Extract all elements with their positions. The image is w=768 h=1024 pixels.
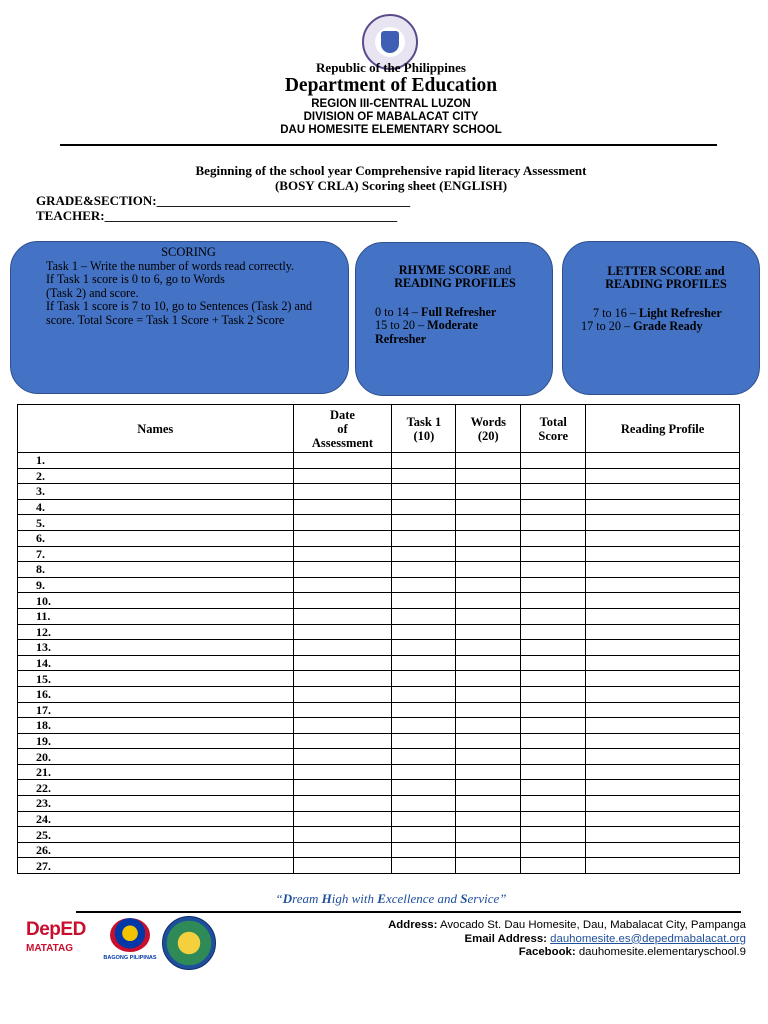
table-cell[interactable] [392, 827, 456, 843]
facebook-label: Facebook: [518, 946, 576, 959]
table-cell[interactable] [293, 608, 392, 624]
deped-matatag-logo [26, 920, 92, 968]
table-cell[interactable] [456, 749, 521, 765]
table-cell[interactable] [293, 827, 392, 843]
table-cell[interactable] [456, 718, 521, 734]
table-cell[interactable] [293, 515, 392, 531]
region-text: REGION III-CENTRAL LUZON [311, 98, 471, 110]
table-cell[interactable] [521, 842, 586, 858]
table-cell[interactable] [392, 749, 456, 765]
table-cell[interactable] [392, 468, 456, 484]
rhyme-label-1: Full Refresher [421, 305, 497, 319]
motto-e: E [377, 891, 386, 906]
table-cell[interactable] [392, 593, 456, 609]
rhyme-label-2b: Refresher [375, 331, 427, 346]
table-cell[interactable] [586, 577, 740, 593]
table-cell[interactable] [293, 796, 392, 812]
table-cell[interactable] [521, 858, 586, 874]
row-number: 11. [18, 608, 294, 624]
table-cell[interactable] [456, 484, 521, 500]
table-cell[interactable] [586, 453, 740, 469]
teacher-field[interactable]: TEACHER:_____________________________________________ [36, 208, 398, 223]
table-row [18, 640, 740, 656]
deped-logo-text [26, 920, 92, 940]
letter-heading-line2: READING PROFILES [605, 277, 727, 292]
motto-open: “ [275, 891, 283, 906]
row-number: 24. [18, 811, 294, 827]
address-label: Address: [388, 919, 438, 931]
row-number: 13. [18, 640, 294, 656]
motto-d: D [282, 891, 293, 906]
table-cell[interactable] [456, 453, 521, 469]
row-number: 9. [18, 577, 294, 593]
table-cell[interactable] [456, 796, 521, 812]
table-cell[interactable] [293, 733, 392, 749]
table-cell[interactable] [586, 546, 740, 562]
table-cell[interactable] [392, 499, 456, 515]
table-header-row [18, 405, 740, 453]
table-row [18, 702, 740, 718]
table-row [18, 764, 740, 780]
table-cell[interactable] [521, 655, 586, 671]
table-cell[interactable] [521, 530, 586, 546]
row-number: 1. [18, 453, 294, 469]
letter-label-2: Grade Ready [633, 319, 703, 334]
header-divider [60, 144, 717, 146]
table-cell[interactable] [521, 515, 586, 531]
table-cell[interactable] [293, 562, 392, 578]
table-cell[interactable] [456, 842, 521, 858]
table-cell[interactable] [586, 484, 740, 500]
table-cell[interactable] [586, 718, 740, 734]
sun-icon [110, 918, 150, 952]
table-cell[interactable] [456, 827, 521, 843]
row-number: 25. [18, 827, 294, 843]
table-cell[interactable] [586, 827, 740, 843]
rhyme-heading-bold: RHYME SCORE [398, 263, 491, 277]
sheet-title-line2: (BOSY CRLA) Scoring sheet (ENGLISH) [274, 178, 508, 193]
table-cell[interactable] [521, 702, 586, 718]
facebook-value: dauhomesite.elementaryschool.9 [575, 946, 746, 959]
table-cell[interactable] [586, 702, 740, 718]
table-row [18, 562, 740, 578]
table-cell[interactable] [521, 484, 586, 500]
table-cell[interactable] [293, 546, 392, 562]
table-cell[interactable] [586, 562, 740, 578]
letter-heading [563, 265, 768, 292]
table-cell[interactable] [392, 686, 456, 702]
footer-divider [76, 911, 741, 913]
department-title: Department of Education [284, 75, 498, 96]
table-row [18, 671, 740, 687]
motto-w1: ream [292, 891, 322, 906]
letter-score-box [562, 241, 760, 395]
table-cell[interactable] [456, 468, 521, 484]
table-cell[interactable] [392, 733, 456, 749]
table-cell[interactable] [521, 562, 586, 578]
motto-s: S [460, 891, 468, 906]
row-number: 3. [18, 484, 294, 500]
col-reading-profile: Reading Profile [586, 405, 740, 453]
table-cell[interactable] [456, 858, 521, 874]
row-number: 27. [18, 858, 294, 874]
footer-facebook [276, 946, 746, 960]
bagong-pilipinas-logo [100, 918, 160, 968]
table-row [18, 593, 740, 609]
email-label: Email Address: [464, 932, 547, 945]
table-cell[interactable] [293, 858, 392, 874]
table-row [18, 749, 740, 765]
table-row [18, 624, 740, 640]
letter-heading-line1: LETTER SCORE and [607, 264, 725, 278]
table-cell[interactable] [392, 577, 456, 593]
table-row [18, 530, 740, 546]
table-cell[interactable] [392, 453, 456, 469]
row-number: 15. [18, 671, 294, 687]
table-cell[interactable] [293, 453, 392, 469]
row-number: 5. [18, 515, 294, 531]
row-number: 21. [18, 764, 294, 780]
table-cell[interactable] [293, 702, 392, 718]
motto-w3: xcellence and [385, 891, 461, 906]
scoring-table [17, 404, 740, 874]
motto-h: H [321, 891, 332, 906]
table-row [18, 484, 740, 500]
table-cell[interactable] [293, 764, 392, 780]
rhyme-heading-and: and [490, 263, 512, 277]
table-cell[interactable] [293, 749, 392, 765]
table-cell[interactable] [293, 811, 392, 827]
table-cell[interactable] [521, 718, 586, 734]
row-number: 18. [18, 718, 294, 734]
address-value: Avocado St. Dau Homesite, Dau, Mabalacat City, Pampanga [437, 919, 746, 931]
col-words: Words (20) [456, 405, 521, 453]
table-cell[interactable] [456, 546, 521, 562]
table-cell[interactable] [392, 640, 456, 656]
table-cell[interactable] [521, 811, 586, 827]
table-cell[interactable] [521, 468, 586, 484]
rhyme-profiles [375, 306, 550, 346]
row-number: 20. [18, 749, 294, 765]
row-number: 7. [18, 546, 294, 562]
row-number: 10. [18, 593, 294, 609]
email-link[interactable]: dauhomesite.es@depedmabalacat.org [550, 932, 746, 945]
table-cell[interactable] [586, 515, 740, 531]
table-cell[interactable] [586, 655, 740, 671]
row-number: 2. [18, 468, 294, 484]
col-total: Total Score [521, 405, 586, 453]
footer-contact [276, 919, 746, 960]
school-name: DAU HOMESITE ELEMENTARY SCHOOL [280, 124, 502, 136]
table-row [18, 515, 740, 531]
table-cell[interactable] [293, 640, 392, 656]
table-cell[interactable] [521, 640, 586, 656]
table-cell[interactable] [456, 593, 521, 609]
table-cell[interactable] [586, 733, 740, 749]
table-cell[interactable] [392, 780, 456, 796]
table-cell[interactable] [586, 640, 740, 656]
letter-range-2: 17 to 20 – [581, 319, 634, 334]
table-cell[interactable] [392, 546, 456, 562]
table-cell[interactable] [521, 546, 586, 562]
row-number: 8. [18, 562, 294, 578]
table-row [18, 827, 740, 843]
table-cell[interactable] [392, 764, 456, 780]
table-row [18, 546, 740, 562]
table-cell[interactable] [586, 499, 740, 515]
row-number: 4. [18, 499, 294, 515]
row-number: 6. [18, 530, 294, 546]
footer-email [276, 933, 746, 947]
table-cell[interactable] [293, 671, 392, 687]
table-row [18, 453, 740, 469]
table-cell[interactable] [392, 858, 456, 874]
table-cell[interactable] [293, 593, 392, 609]
table-cell[interactable] [586, 780, 740, 796]
table-cell[interactable] [456, 499, 521, 515]
row-number: 19. [18, 733, 294, 749]
table-cell[interactable] [293, 468, 392, 484]
table-row [18, 577, 740, 593]
table-row [18, 858, 740, 874]
table-cell[interactable] [456, 686, 521, 702]
republic-text: Republic of the Philippines [316, 60, 466, 75]
table-cell[interactable] [392, 562, 456, 578]
table-cell[interactable] [392, 530, 456, 546]
table-cell[interactable] [456, 733, 521, 749]
table-cell[interactable] [456, 780, 521, 796]
table-cell[interactable] [521, 827, 586, 843]
table-cell[interactable] [392, 718, 456, 734]
grade-section-field[interactable]: GRADE&SECTION:_______________________________________ [36, 193, 411, 208]
row-number: 22. [18, 780, 294, 796]
deped-logo-word: DepED [26, 919, 86, 940]
table-cell[interactable] [456, 577, 521, 593]
table-cell[interactable] [456, 530, 521, 546]
table-cell[interactable] [586, 593, 740, 609]
table-cell[interactable] [521, 577, 586, 593]
scoring-instructions: Task 1 – Write the number of words read correctly. If Task 1 score is 0 to 6, go to Words (Task 2) and score. If Task 1 score is 7 to 10, go to Sentences (Task 2) and score. Total Score = Task 1 Score + Task 2 Score [46, 259, 313, 327]
table-cell[interactable] [293, 686, 392, 702]
footer-address [276, 919, 746, 933]
table-row [18, 608, 740, 624]
table-row [18, 468, 740, 484]
table-cell[interactable] [521, 608, 586, 624]
table-cell[interactable] [521, 593, 586, 609]
sheet-title-line1: Beginning of the school year Comprehensive rapid literacy Assessment [195, 163, 587, 178]
table-cell[interactable] [586, 764, 740, 780]
division-text: DIVISION OF MABALACAT CITY [303, 111, 479, 123]
table-cell[interactable] [456, 640, 521, 656]
table-cell[interactable] [586, 858, 740, 874]
table-cell[interactable] [586, 671, 740, 687]
table-row [18, 655, 740, 671]
scoring-box [10, 241, 349, 394]
rhyme-heading-line2: READING PROFILES [394, 276, 516, 291]
row-number: 16. [18, 686, 294, 702]
table-cell[interactable] [456, 562, 521, 578]
table-cell[interactable] [456, 811, 521, 827]
table-cell[interactable] [456, 655, 521, 671]
table-cell[interactable] [293, 655, 392, 671]
table-cell[interactable] [521, 764, 586, 780]
table-cell[interactable] [392, 671, 456, 687]
rhyme-score-box [355, 242, 553, 396]
table-cell[interactable] [586, 796, 740, 812]
rhyme-range-1: 0 to 14 – [375, 305, 422, 319]
table-cell[interactable] [293, 577, 392, 593]
table-cell[interactable] [392, 624, 456, 640]
table-row [18, 780, 740, 796]
table-cell[interactable] [293, 842, 392, 858]
table-cell[interactable] [586, 811, 740, 827]
table-cell[interactable] [392, 842, 456, 858]
table-cell[interactable] [521, 796, 586, 812]
table-cell[interactable] [293, 718, 392, 734]
col-date: Date of Assessment [293, 405, 392, 453]
table-cell[interactable] [521, 671, 586, 687]
table-row [18, 499, 740, 515]
motto-w2: igh with [331, 891, 378, 906]
school-motto [0, 891, 768, 907]
table-cell[interactable] [586, 608, 740, 624]
motto-w4: ervice” [467, 891, 507, 906]
row-number: 23. [18, 796, 294, 812]
school-logo [162, 916, 216, 970]
table-cell[interactable] [521, 733, 586, 749]
table-cell[interactable] [456, 624, 521, 640]
table-cell[interactable] [586, 530, 740, 546]
table-cell[interactable] [456, 702, 521, 718]
rhyme-label-2: Moderate [427, 318, 478, 333]
table-cell[interactable] [586, 686, 740, 702]
table-row [18, 718, 740, 734]
letter-profiles [581, 307, 761, 334]
table-cell[interactable] [586, 842, 740, 858]
table-cell[interactable] [392, 702, 456, 718]
table-cell[interactable] [293, 624, 392, 640]
col-names: Names [18, 405, 294, 453]
row-number: 26. [18, 842, 294, 858]
letter-range-1: 7 to 16 – [593, 306, 640, 320]
table-cell[interactable] [521, 499, 586, 515]
row-number: 12. [18, 624, 294, 640]
table-cell[interactable] [392, 608, 456, 624]
table-cell[interactable] [293, 499, 392, 515]
table-row [18, 842, 740, 858]
table-cell[interactable] [392, 811, 456, 827]
matatag-logo-text: MATATAG [26, 943, 74, 954]
table-cell[interactable] [521, 686, 586, 702]
table-cell[interactable] [392, 515, 456, 531]
table-cell[interactable] [456, 764, 521, 780]
table-cell[interactable] [586, 468, 740, 484]
table-cell[interactable] [293, 484, 392, 500]
table-cell[interactable] [521, 749, 586, 765]
rhyme-heading [356, 264, 554, 291]
table-cell[interactable] [521, 780, 586, 796]
table-row [18, 811, 740, 827]
table-cell[interactable] [521, 624, 586, 640]
table-cell[interactable] [392, 484, 456, 500]
table-cell[interactable] [586, 624, 740, 640]
letter-label-1: Light Refresher [639, 306, 722, 320]
table-cell[interactable] [293, 530, 392, 546]
table-cell[interactable] [456, 515, 521, 531]
table-cell[interactable] [521, 453, 586, 469]
table-cell[interactable] [456, 671, 521, 687]
col-task1: Task 1 (10) [392, 405, 456, 453]
rhyme-range-2: 15 to 20 – [375, 318, 428, 333]
table-row [18, 796, 740, 812]
table-cell[interactable] [456, 608, 521, 624]
bagong-pilipinas-text: BAGONG PILIPINAS [103, 955, 157, 961]
row-number: 14. [18, 655, 294, 671]
table-cell[interactable] [392, 655, 456, 671]
row-number: 17. [18, 702, 294, 718]
table-cell[interactable] [586, 749, 740, 765]
scoring-heading: SCORING [161, 245, 216, 259]
table-cell[interactable] [293, 780, 392, 796]
table-row [18, 733, 740, 749]
table-cell[interactable] [392, 796, 456, 812]
table-row [18, 686, 740, 702]
